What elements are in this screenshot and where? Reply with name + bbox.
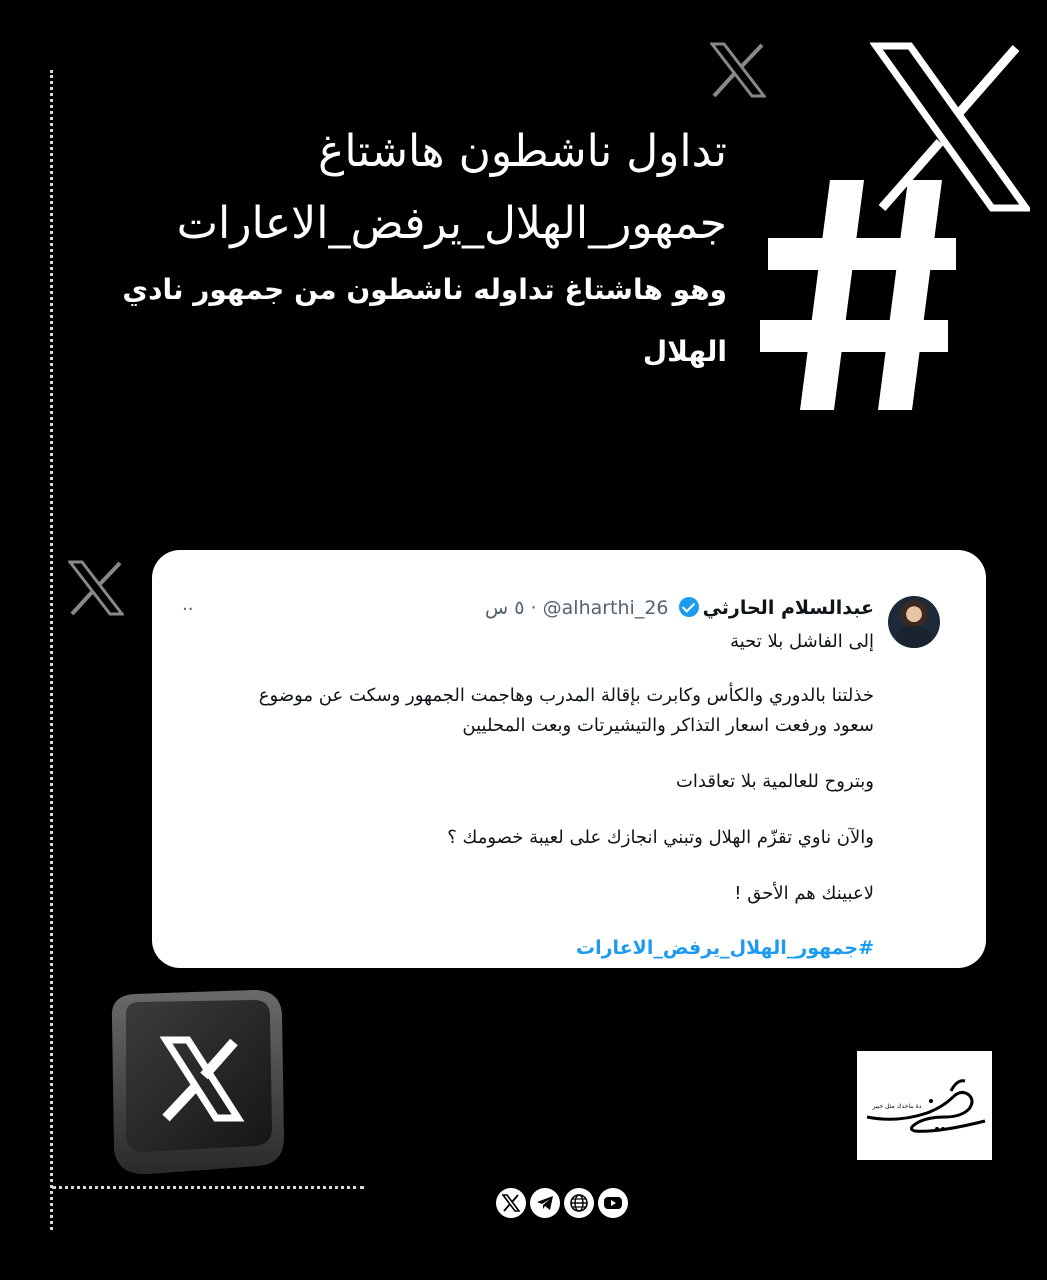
tweet-text-line: وبتروح للعالمية بلا تعاقدات xyxy=(675,771,874,792)
tweet-text-line: والآن ناوي تقزّم الهلال وتبني انجازك على لعيبة خصومك ؟ xyxy=(447,827,874,848)
social-links xyxy=(496,1188,632,1220)
youtube-icon[interactable] xyxy=(598,1188,628,1218)
avatar[interactable] xyxy=(888,596,940,648)
tweet-header xyxy=(485,594,874,622)
headline-line-1: تداول ناشطون هاشتاغ xyxy=(318,126,727,177)
dotted-divider-vertical xyxy=(50,70,53,1230)
tweet-text-line: سعود ورفعت اسعار التذاكر والتيشيرتات وبعت المحليين xyxy=(462,715,874,736)
tweet-text-line: خذلتنا بالدوري والكأس وكابرت بإقالة المدرب وهاجمت الجمهور وسكت عن موضوع xyxy=(258,685,874,706)
tweet-card xyxy=(152,550,986,968)
verified-badge-icon xyxy=(679,597,699,617)
telegram-icon[interactable] xyxy=(530,1188,560,1218)
author-name[interactable]: عبدالسلام الحارثي xyxy=(702,597,874,619)
globe-icon[interactable] xyxy=(564,1188,594,1218)
logo-tagline: دة بناخذك مثل خبير xyxy=(872,1103,922,1110)
x-icon[interactable] xyxy=(496,1188,526,1218)
x-logo-small-icon xyxy=(710,42,766,98)
headline-line-3: وهو هاشتاغ تداوله ناشطون من جمهور نادي xyxy=(122,273,727,306)
headline-hashtag: جمهور_الهلال_يرفض_الاعارات xyxy=(176,198,727,249)
x-app-icon xyxy=(104,988,286,1178)
more-options-icon[interactable]: .. xyxy=(182,594,194,615)
tweet-text-line: لاعبينك هم الأحق ! xyxy=(734,883,874,904)
headline-block xyxy=(67,120,727,380)
author-handle[interactable]: @alharthi_26 xyxy=(542,597,669,619)
dotted-divider-horizontal xyxy=(52,1186,364,1189)
tweet-text-line: إلى الفاشل بلا تحية xyxy=(730,631,874,652)
hash-icon xyxy=(760,160,960,430)
headline-line-4: الهلال xyxy=(642,335,727,368)
x-logo-left-icon xyxy=(68,560,124,616)
brand-logo xyxy=(857,1051,992,1160)
tweet-hashtag-link[interactable]: #جمهور_الهلال_يرفض_الاعارات xyxy=(576,937,874,959)
tweet-time: · ٥ س xyxy=(485,597,537,619)
